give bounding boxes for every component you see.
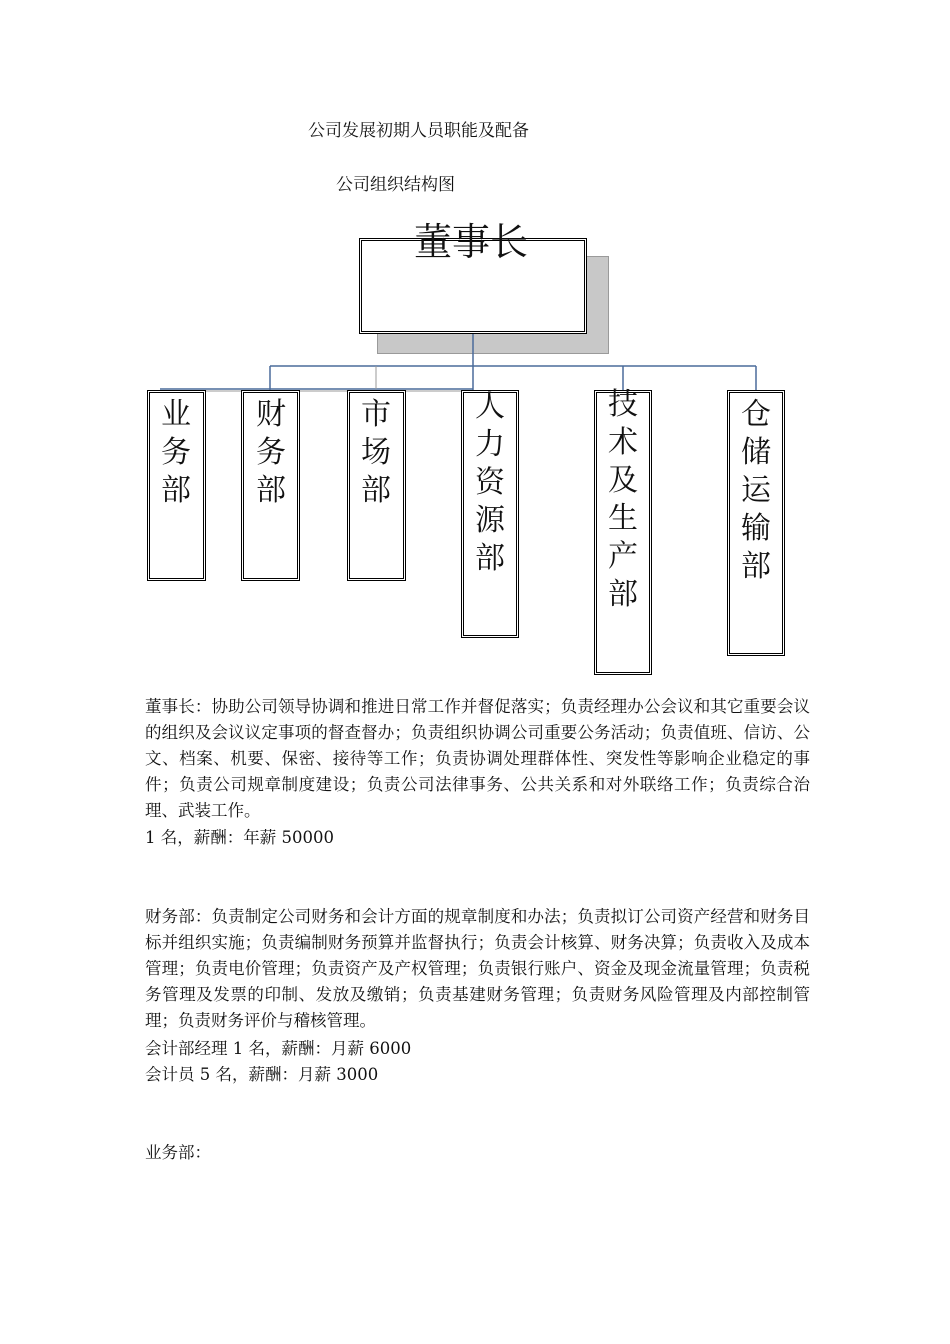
- dept-label-finance: 财务部: [256, 397, 286, 508]
- dept-label-warehouse-transport: 仓储运输部: [741, 397, 771, 584]
- org-chart-title: 公司组织结构图: [336, 175, 455, 195]
- finance-staffing-manager: 会计部经理 1 名，薪酬：月薪 6000: [145, 1039, 412, 1058]
- dept-label-marketing: 市场部: [361, 397, 391, 508]
- chairman-staffing: 1 名，薪酬：年薪 50000: [145, 828, 334, 847]
- business-heading: 业务部：: [145, 1143, 211, 1162]
- chairman-description: 董事长：协助公司领导协调和推进日常工作并督促落实；负责经理办公会议和其它重要会议的组织及会议议定事项的督查督办；负责组织协调公司重要公务活动；负责值班、信访、公文、档案、机要、保密、接待等工作；负责协调处理群体性、突发性等影响企业稳定的事件；负责公司规章制度建设；负责公司法律事务、公共关系和对外联络工作；负责综合治理、武装工作。: [145, 697, 810, 820]
- document-title: 公司发展初期人员职能及配备: [308, 121, 529, 141]
- dept-label-tech-production: 技术及生产部: [608, 387, 638, 612]
- dept-label-business: 业务部: [161, 397, 191, 508]
- finance-description: 财务部：负责制定公司财务和会计方面的规章制度和办法；负责拟订公司资产经营和财务目标并组织实施；负责编制财务预算并监督执行；负责会计核算、财务决算；负责收入及成本管理；负责电价管理；负责资产及产权管理；负责银行账户、资金及现金流量管理；负责税务管理及发票的印制、发放及缴销；负责基建财务管理；负责财务风险管理及内部控制管理；负责财务评价与稽核管理。: [145, 907, 810, 1030]
- finance-staffing-accountant: 会计员 5 名，薪酬：月薪 3000: [145, 1065, 379, 1084]
- chairman-label: 董事长: [414, 220, 529, 264]
- dept-label-hr: 人力资源部: [475, 389, 505, 576]
